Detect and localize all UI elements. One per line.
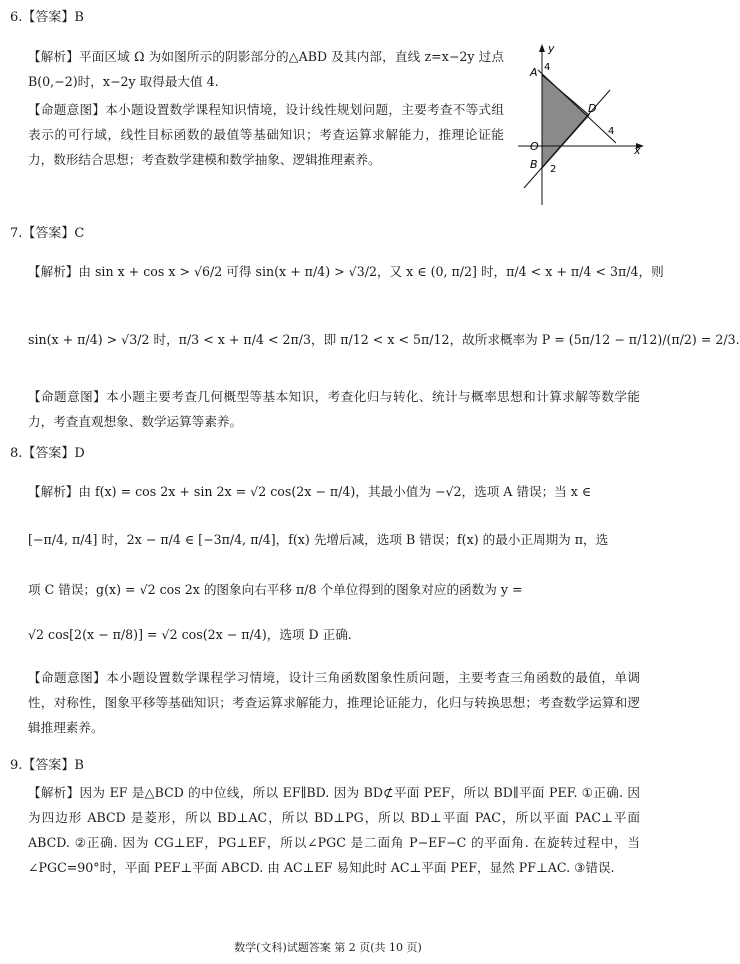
q6-analysis: 【解析】平面区域 Ω 为如图所示的阴影部分的△ABD 及其内部，直线 z=x−2y 过点 B(0,−2)时，x−2y 取得最大值 4. (28, 49, 504, 89)
x-label: x (634, 144, 641, 157)
q7-answer: 7.【答案】C (10, 226, 85, 241)
x-intercept-2-label: 2 (550, 164, 557, 175)
page-footer: 数学(文科)试题答案 第 2 页(共 10 页) (234, 941, 422, 954)
origin-o-label: O (530, 140, 539, 153)
q9-analysis: 【解析】因为 EF 是△BCD 的中位线，所以 EF∥BD. 因为 BD⊄平面 PEF，所以 BD∥平面 PEF. ①正确. 因为四边形 ABCD 是菱形，所以 BD⊥AC，所以 BD⊥PG，所以 BD⊥平面 PAC，所以平面 PAC⊥平面 ABCD. ②正确. 因为 CG⊥EF，PG⊥EF，所以∠PGC 是二面角 P−EF−C 的平面角. 在旋转过程中，当∠PGC=90°时，平面 PEF⊥平面 ABCD. 由 AC⊥EF 易知此时 AC⊥平面 PEF，显然 PF⊥AC. ③错误. (28, 785, 640, 875)
q8-intent: 【命题意图】本小题设置数学课程学习情境，设计三角函数图象性质问题，主要考查三角函数的最值，单调性，对称性，图象平移等基础知识；考查运算求解能力，推理论证能力，化归与转换思想；考查数学运算和逻辑推理素养。 (28, 670, 640, 735)
q7-analysis-line2: sin(x + π/4) > √3/2 时，π/3 < x + π/4 < 2π/3，即 π/12 < x < 5π/12，故所求概率为 P = (5π/12 − π/12)/(π/2) = 2/3. (28, 332, 740, 347)
q9-answer: 9.【答案】B (10, 758, 84, 773)
point-a-label: A (530, 66, 538, 79)
x-intercept-4-label: 4 (608, 126, 615, 137)
q8-analysis-line1: 【解析】由 f(x) = cos 2x + sin 2x = √2 cos(2x − π/4)，其最小值为 −√2，选项 A 错误；当 x ∈ (28, 484, 592, 499)
point-b-label: B (530, 158, 538, 171)
q7-intent: 【命题意图】本小题主要考查几何概型等基本知识，考查化归与转化、统计与概率思想和计算求解等数学能力，考查直观想象、数学运算等素养。 (28, 389, 640, 429)
y-axis-arrow (539, 44, 545, 52)
q8-answer: 8.【答案】D (10, 446, 85, 461)
y-intercept-4-label: 4 (544, 62, 551, 73)
q8-analysis-line2: [−π/4, π/4] 时，2x − π/4 ∈ [−3π/4, π/4]，f(x) 先增后减，选项 B 错误；f(x) 的最小正周期为 π，选 (28, 532, 609, 547)
q8-analysis-line3: 项 C 错误；g(x) = √2 cos 2x 的图象向右平移 π/8 个单位得到的图象对应的函数为 y = (28, 582, 523, 597)
y-label: y (548, 42, 555, 55)
q8-analysis-line4: √2 cos[2(x − π/8)] = √2 cos(2x − π/4)，选项 D 正确. (28, 627, 352, 642)
q7-analysis-line1: 【解析】由 sin x + cos x > √6/2 可得 sin(x + π/4) > √3/2，又 x ∈ (0, π/2] 时，π/4 < x + π/4 < 3π/4，则 (28, 264, 664, 279)
q6-intent: 【命题意图】本小题设置数学课程知识情境，设计线性规划问题，主要考查不等式组表示的可行域，线性目标函数的最值等基础知识；考查运算求解能力，推理论证能力，数形结合思想；考查数学建模和数学抽象、逻辑推理素养。 (28, 102, 504, 167)
q6-answer: 6.【答案】B (10, 10, 84, 25)
point-d-label: D (588, 102, 597, 115)
q6-feasible-region-figure (510, 40, 650, 205)
